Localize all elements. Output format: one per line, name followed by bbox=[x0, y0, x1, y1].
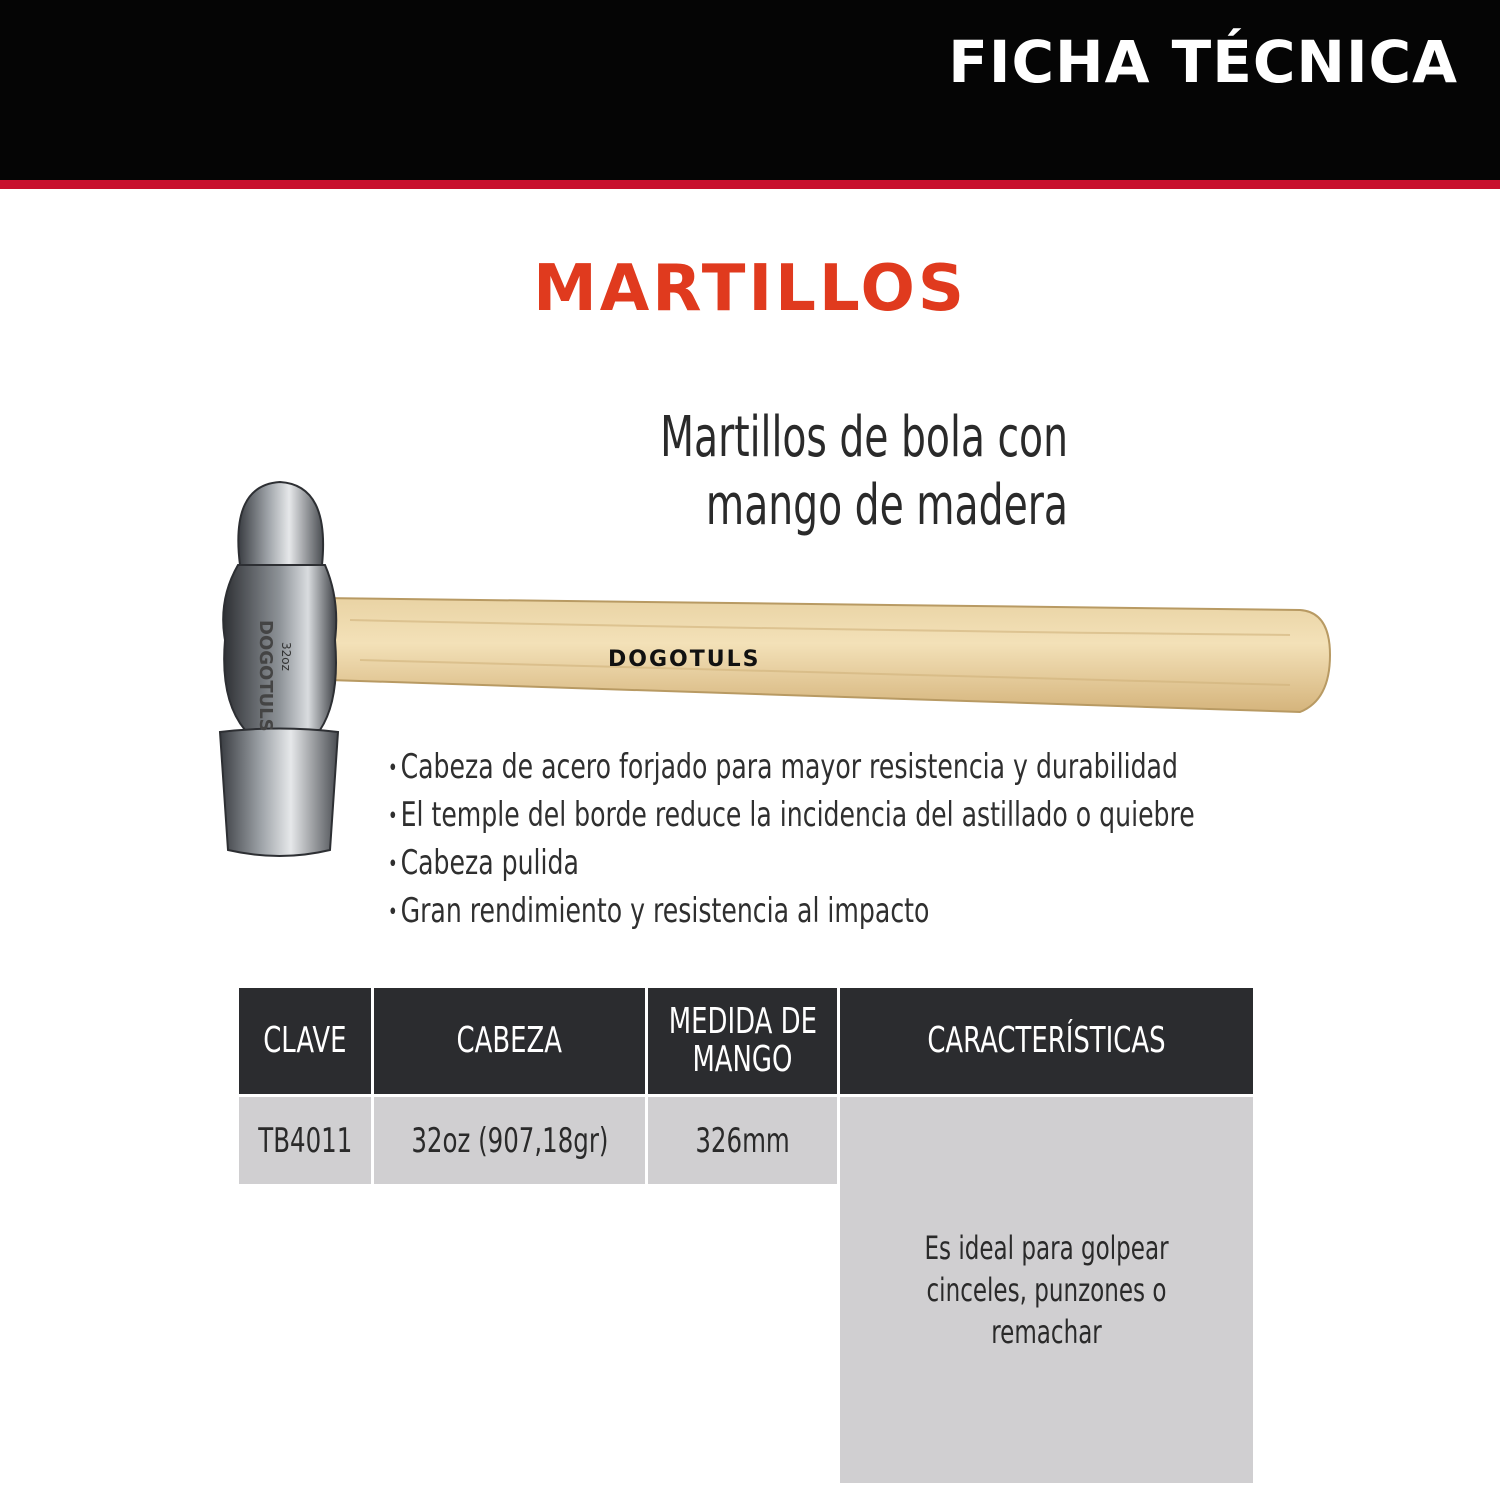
category-title: MARTILLOS bbox=[533, 252, 967, 326]
table-header-medida-mango: MEDIDA DE MANGO bbox=[648, 988, 837, 1094]
table-cell-cabeza: 32oz (907,18gr) bbox=[374, 1097, 645, 1184]
feature-item: • El temple del borde reduce la incidencia del astillado o quiebre bbox=[388, 792, 1202, 840]
product-title-line2: mango de madera bbox=[705, 473, 1068, 538]
product-title-line1: Martillos de bola con bbox=[660, 405, 1068, 470]
hammer-striking-face bbox=[220, 729, 338, 857]
ball-peen-face bbox=[238, 482, 323, 565]
feature-item: • Cabeza pulida bbox=[388, 840, 1202, 888]
table-cell-clave: TB4011 bbox=[239, 1097, 371, 1184]
header-accent-stripe bbox=[0, 180, 1500, 189]
sheet-title: FICHA TÉCNICA bbox=[948, 28, 1458, 96]
feature-item: • Cabeza de acero forjado para mayor resistencia y durabilidad bbox=[388, 744, 1202, 792]
handle-brand-label: DOGOTULS bbox=[608, 647, 761, 672]
table-cell-caracteristicas: Es ideal para golpear cinceles, punzones o remachar bbox=[840, 1097, 1253, 1483]
svg-text:DOGOTULS: DOGOTULS bbox=[255, 620, 276, 732]
table-header-cabeza: CABEZA bbox=[374, 988, 645, 1094]
header-bar bbox=[0, 0, 1500, 180]
features-list bbox=[388, 744, 1488, 936]
feature-item: • Gran rendimiento y resistencia al impacto bbox=[388, 888, 1202, 936]
table-header-caracteristicas: CARACTERÍSTICAS bbox=[840, 988, 1253, 1094]
wooden-handle bbox=[320, 598, 1330, 712]
head-weight-mark: 32oz bbox=[279, 642, 293, 671]
table-cell-mango: 326mm bbox=[648, 1097, 837, 1184]
table-header-clave: CLAVE bbox=[239, 988, 371, 1094]
